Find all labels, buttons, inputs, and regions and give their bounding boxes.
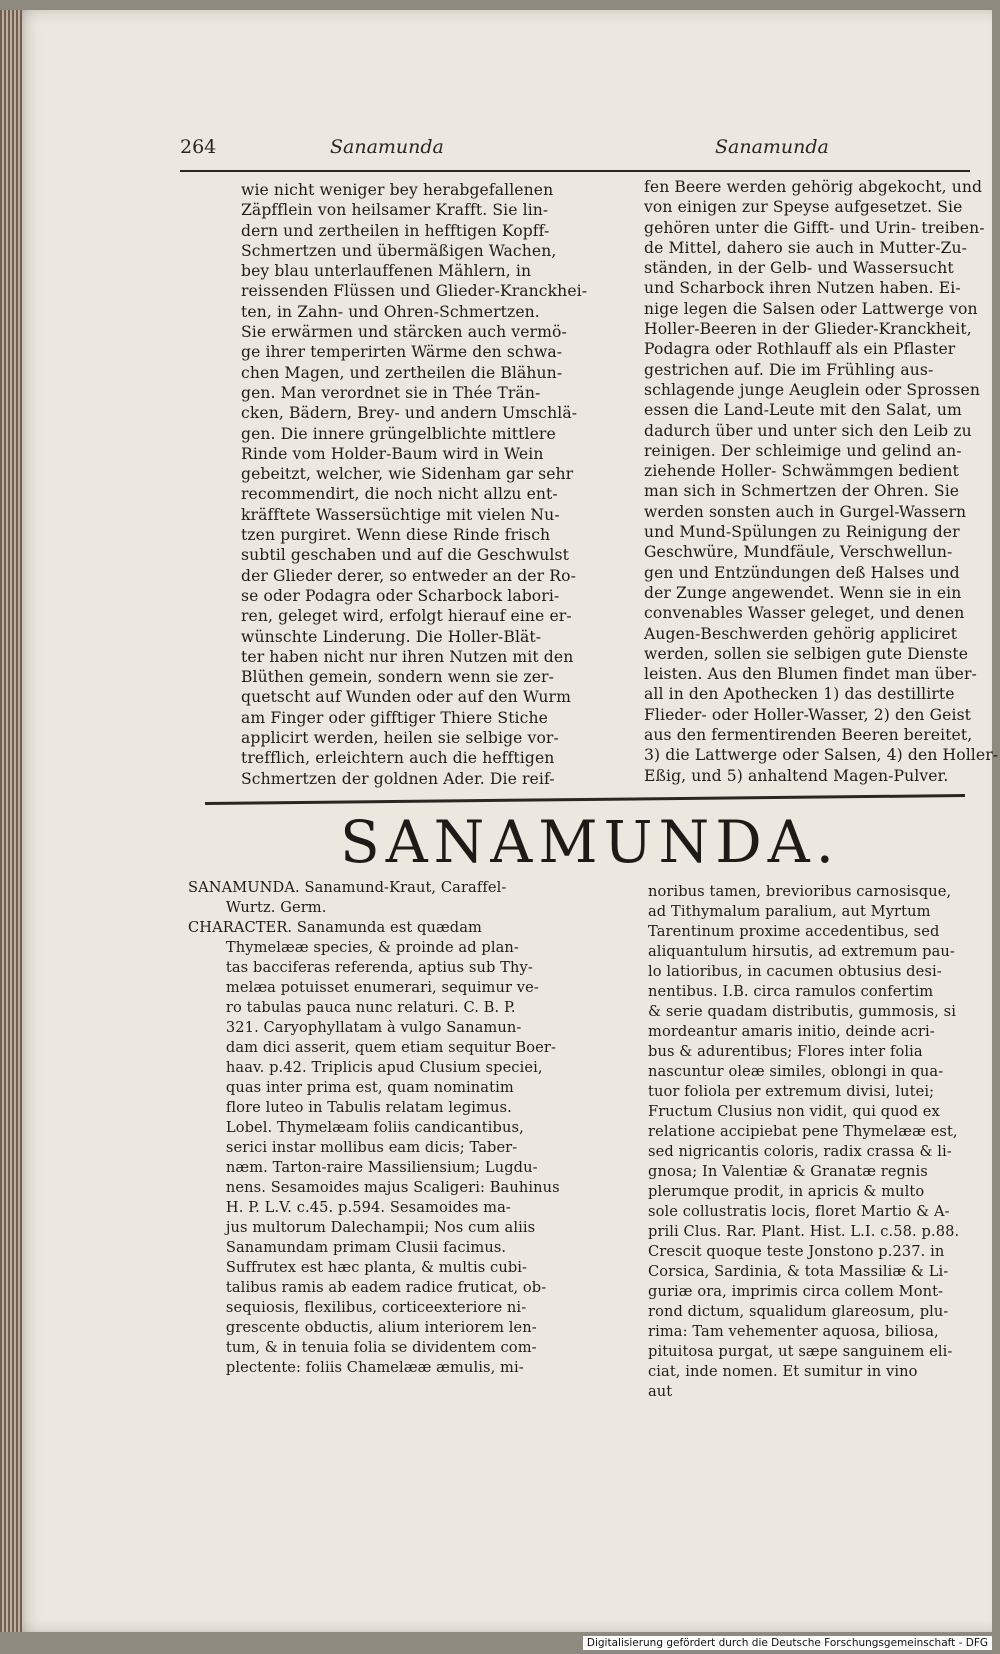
text-line: werden sonsten auch in Gurgel-Wassern [644,502,967,521]
left-column-upper [241,180,588,789]
text-line: gen. Die innere grüngelblichte mittlere [241,424,556,443]
text-line: flore luteo in Tabulis relatam legimus. [188,1099,512,1116]
text-line: aliquantulum hirsutis, ad extremum pau- [648,943,955,960]
text-line: sed nigricantis coloris, radix crassa & li- [648,1143,952,1160]
text-line: und Scharbock ihren Nutzen haben. Ei- [644,279,961,298]
text-line: der Glieder derer, so entweder an der Ro- [241,566,576,585]
text-line: schlagende junge Aeuglein oder Sprossen [644,380,980,399]
text-line: fen Beere werden gehörig abgekocht, und [644,178,983,196]
text-line: ciat, inde nomen. Et sumitur in vino [648,1363,918,1380]
text-line: relatione accipiebat pene Thymelææ est, [648,1123,958,1140]
text-line: nige legen die Salsen oder Lattwerge von [644,299,978,318]
text-line: rond dictum, squalidum glareosum, plu- [648,1303,949,1320]
text-line: talibus ramis ab eadem radice fruticat, ob- [188,1279,547,1296]
text-line: Flieder- oder Holler-Wasser, 2) den Geist [644,705,972,724]
text-line: aus den fermentirenden Beeren bereitet, [644,726,973,745]
page-number: 264 [180,136,217,158]
text-line: tuor foliola per extremum divisi, lutei; [648,1083,935,1100]
text-line: convenables Wasser geleget, und denen [644,604,965,623]
header-rule [180,170,970,172]
text-line: der Zunge angewendet. Wenn sie in ein [644,583,962,602]
text-line: & serie quadam distributis, gummosis, si [648,1003,956,1020]
text-line: de Mittel, dahero sie auch in Mutter-Zu- [644,238,968,257]
text-line: gehören unter die Gifft- und Urin- treiben- [644,218,985,237]
right-column-lower [648,882,978,1402]
text-line: tum, & in tenuia folia se dividentem com- [188,1339,537,1356]
text-line: Corsica, Sardinia, & tota Massiliæ & Li- [648,1263,949,1280]
text-line: ziehende Holler- Schwämmgen bedient [644,462,959,481]
text-line: pituitosa purgat, ut sæpe sanguinem eli- [648,1343,953,1360]
text-line: dam dici asserit, quem etiam sequitur Boer- [188,1039,556,1056]
text-line: bus & adurentibus; Flores inter folia [648,1043,923,1060]
text-line: man sich in Schmertzen der Ohren. Sie [644,482,960,501]
text-line: Schmertzen der goldnen Ader. Die reif- [241,769,555,788]
text-line: nens. Sesamoides majus Scaligeri: Bauhinus [188,1179,560,1196]
right-column-upper [644,177,999,786]
page-header [180,136,970,166]
text-line: und Mund-Spülungen zu Reinigung der [644,523,960,542]
text-line: dern und zertheilen in hefftigen Kopff- [241,221,550,240]
text-line: gestrichen auf. Die im Frühling aus- [644,360,934,379]
text-line: ren, geleget wird, erfolgt hierauf eine er- [241,607,572,626]
text-line: Blüthen gemein, sondern wenn sie zer- [241,668,554,687]
text-line: gebeitzt, welcher, wie Sidenham gar sehr [241,465,574,484]
text-line: 3) die Lattwerge oder Salsen, 4) den Holler- [644,746,999,765]
text-line: ad Tithymalum paralium, aut Myrtum [648,903,931,920]
text-line: reinigen. Der schleimige und gelind an- [644,441,962,460]
text-line: ro tabulas pauca nunc relaturi. C. B. P. [188,999,516,1016]
text-line: all in den Apothecken 1) das destillirte [644,685,955,704]
digitization-credit: Digitalisierung gefördert durch die Deutsche Forschungsgemeinschaft - DFG [583,1636,992,1650]
text-line: chen Magen, und zertheilen die Blähun- [241,363,563,382]
text-line: applicirt werden, heilen sie selbige vor- [241,729,559,748]
running-head-left: Sanamunda [330,136,444,158]
text-line: subtil geschaben und auf die Geschwulst [241,546,569,565]
text-line: leisten. Aus den Blumen findet man über- [644,665,977,684]
text-line: H. P. L.V. c.45. p.594. Sesamoides ma- [188,1199,511,1216]
text-line: serici instar mollibus eam dicis; Taber- [188,1139,518,1156]
text-line: næm. Tarton-raire Massiliensium; Lugdu- [188,1159,538,1176]
book-binding-edge [0,10,22,1632]
text-line: reissenden Flüssen und Glieder-Kranckhei- [241,282,588,301]
text-line: quas inter prima est, quam nominatim [188,1079,514,1096]
text-line: plectente: foliis Chamelææ æmulis, mi- [188,1359,524,1376]
text-line: Tarentinum proxime accedentibus, sed [648,923,940,940]
text-line: quetscht auf Wunden oder auf den Wurm [241,688,571,707]
text-line: prili Clus. Rar. Plant. Hist. L.I. c.58. p.88. [648,1223,960,1240]
text-line: sole collustratis locis, floret Martio & A- [648,1203,950,1220]
text-line: ter haben nicht nur ihren Nutzen mit den [241,647,574,666]
text-line: tas bacciferas referenda, aptius sub Thy- [188,959,533,976]
text-line: Rinde vom Holder-Baum wird in Wein [241,444,544,463]
text-line: Suffrutex est hæc planta, & multis cubi- [188,1259,528,1276]
text-line: gen und Entzündungen deß Halses und [644,563,960,582]
text-line: CHARACTER. Sanamunda est quædam [188,919,482,936]
text-line: ständen, in der Gelb- und Wassersucht [644,259,954,278]
text-line: dadurch über und unter sich den Leib zu [644,421,972,440]
text-line: guriæ ora, imprimis circa collem Mont- [648,1283,944,1300]
text-line: Podagra oder Rothlauff als ein Pflaster [644,340,956,359]
text-line: aut [648,1383,673,1400]
running-head-right: Sanamunda [715,136,829,158]
text-line: von einigen zur Speyse aufgesetzet. Sie [644,198,963,217]
text-line: noribus tamen, brevioribus carnosisque, [648,883,952,900]
left-column-lower [188,878,568,1378]
text-line: Lobel. Thymelæam foliis candicantibus, [188,1119,524,1136]
text-line: cken, Bädern, Brey- und andern Umschlä- [241,404,578,423]
section-title: SANAMUNDA. [340,808,841,876]
text-line: melæa potuisset enumerari, sequimur ve- [188,979,539,996]
text-line: wünschte Linderung. Die Holler-Blät- [241,627,542,646]
text-line: am Finger oder gifftiger Thiere Stiche [241,708,548,727]
text-line: essen die Land-Leute mit den Salat, um [644,401,962,420]
text-line: mordeantur amaris initio, deinde acri- [648,1023,935,1040]
text-line: Holler-Beeren in der Glieder-Kranckheit, [644,320,972,339]
text-line: gnosa; In Valentiæ & Granatæ regnis [648,1163,928,1180]
text-line: haav. p.42. Triplicis apud Clusium speciei, [188,1059,543,1076]
text-line: lo latioribus, in cacumen obtusius desi- [648,963,942,980]
text-line: Eßig, und 5) anhaltend Magen-Pulver. [644,766,949,785]
text-line: Thymelææ species, & proinde ad plan- [188,939,519,956]
text-line: Sanamundam primam Clusii facimus. [188,1239,507,1256]
text-line: sequiosis, flexilibus, corticeexteriore ni- [188,1299,527,1316]
text-line: Sie erwärmen und stärcken auch vermö- [241,323,567,342]
text-line: wie nicht weniger bey herabgefallenen [241,181,554,199]
text-line: Augen-Beschwerden gehörig appliciret [644,624,958,643]
text-line: kräfftete Wassersüchtige mit vielen Nu- [241,505,560,524]
text-line: rima: Tam vehementer aquosa, biliosa, [648,1323,939,1340]
text-line: Zäpfflein von heilsamer Krafft. Sie lin- [241,201,549,220]
text-line: tzen purgiret. Wenn diese Rinde frisch [241,526,551,545]
text-line: recommendirt, die noch nicht allzu ent- [241,485,558,504]
text-line: Crescit quoque teste Jonstono p.237. in [648,1243,945,1260]
text-line: Fructum Clusius non vidit, qui quod ex [648,1103,940,1120]
text-line: grescente obductis, alium interiorem len- [188,1319,537,1336]
text-line: trefflich, erleichtern auch die hefftigen [241,749,555,768]
text-line: werden, sollen sie selbigen gute Dienste [644,644,969,663]
text-line: ten, in Zahn- und Ohren-Schmertzen. [241,302,540,321]
text-line: Geschwüre, Mundfäule, Verschwellun- [644,543,953,562]
text-line: plerumque prodit, in apricis & multo [648,1183,925,1200]
text-line: Wurtz. Germ. [188,899,327,916]
text-line: ge ihrer temperirten Wärme den schwa- [241,343,563,362]
text-line: nentibus. I.B. circa ramulos confertim [648,983,934,1000]
text-line: jus multorum Dalechampii; Nos cum aliis [188,1219,536,1236]
text-line: SANAMUNDA. Sanamund-Kraut, Caraffel- [188,879,507,896]
text-line: nascuntur oleæ similes, oblongi in qua- [648,1063,944,1080]
text-line: Schmertzen und übermäßigen Wachen, [241,241,557,260]
text-line: se oder Podagra oder Scharbock labori- [241,586,560,605]
text-line: bey blau unterlauffenen Mählern, in [241,262,532,281]
text-line: gen. Man verordnet sie in Thée Trän- [241,383,541,402]
text-line: 321. Caryophyllatam à vulgo Sanamun- [188,1019,522,1036]
